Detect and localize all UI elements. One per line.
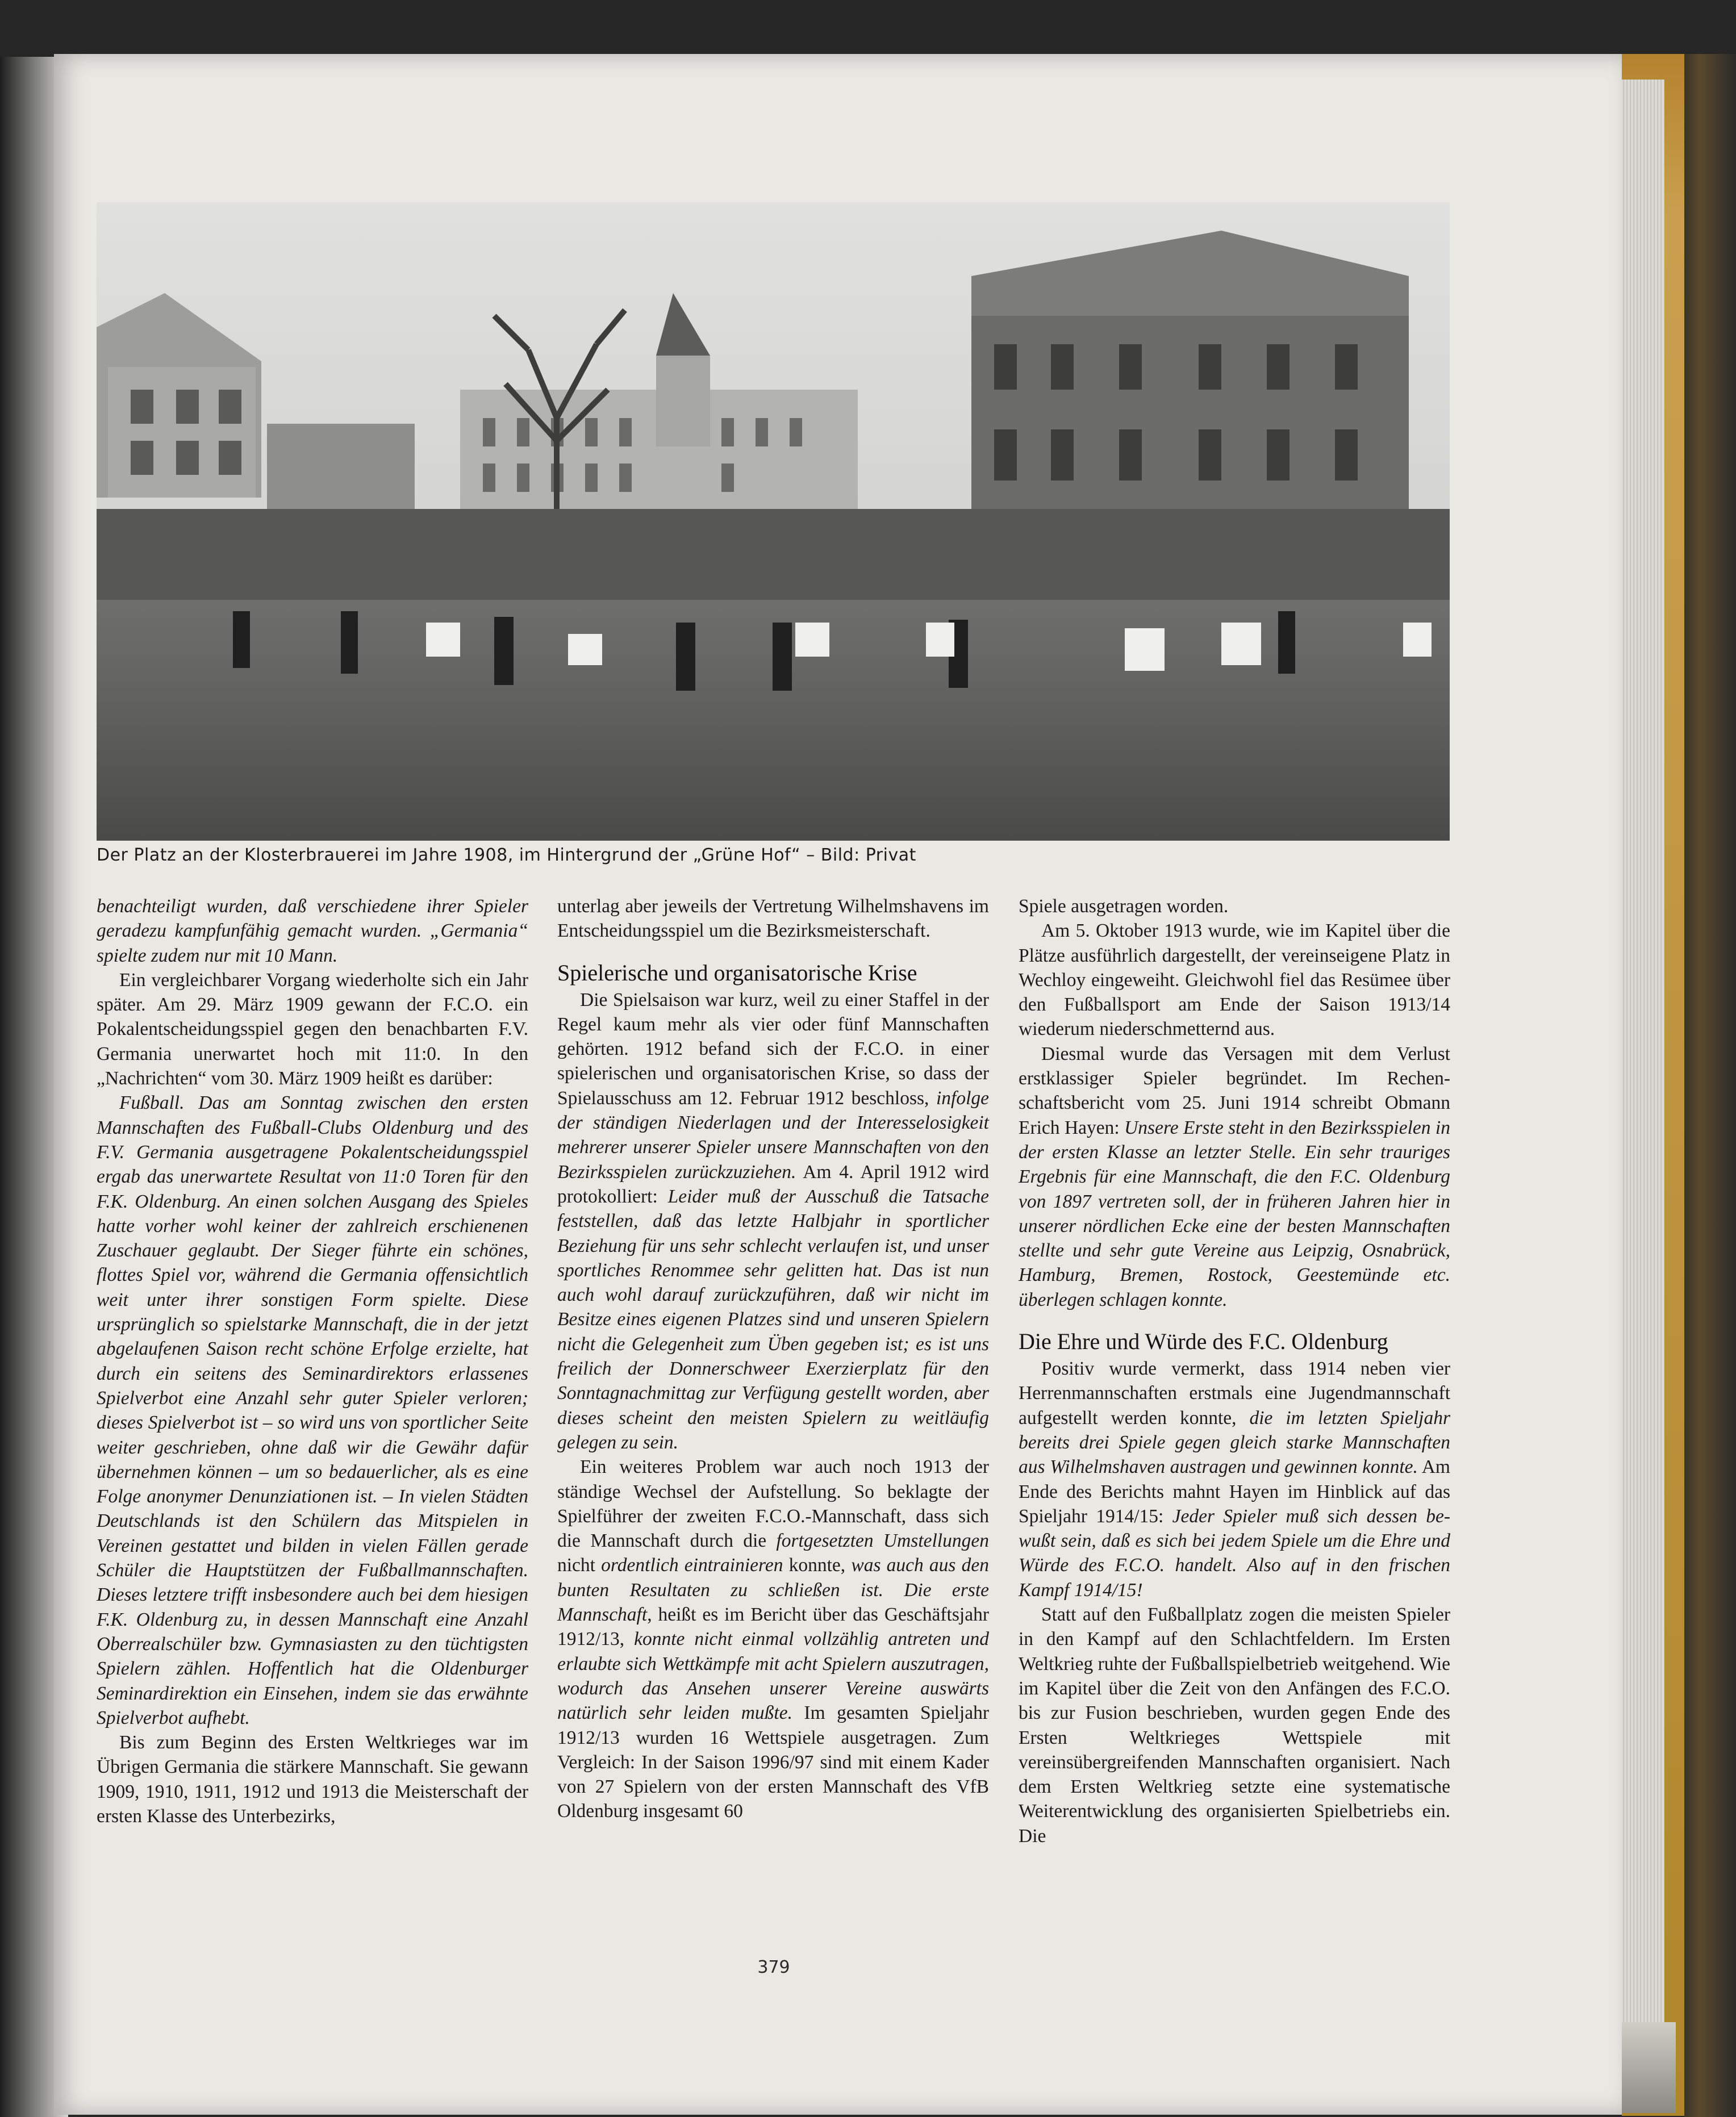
paragraph: Fußball. Das am Sonntag zwischen den ersten Mannschaften des Fußball-Clubs Oldenburg und des F.V. Germania ausgetragene Pokalentscheidungsspiel ergab das unerwartete Resultat von 11:0 Toren für den F.K. Oldenburg. An einen solchen Ausgang des Spieles hatte vorher wohl keiner der zahlreich erschienenen Zuschauer geglaubt. Der Sieger führte ein schönes, flottes Spiel vor, während die Germania offensichtlich weit unter ihrer sonstigen Form spielte. Diese ursprünglich so spielstarke Mannschaft, die in der jetzt abgelaufenen Saison recht schöne Erfolge erzielte, hat durch ein seitens des Seminardirektors erlassenes Spielverbot eine Anzahl sehr guter Spieler verloren; dieses Spielverbot ist – so wird uns von sportlicher Seite weiter geschrieben, ohne daß wir die Gewähr dafür übernehmen können – um so bedauerlicher, als es eine Folge anonymer Denunziationen ist. – In vielen Städten Deutschlands ist den Schülern das Mitspielen in Vereinen gestattet und bilden in vielen Fällen gerade Schüler die Hauptstützen der Fußballmannschaften. Dieses letztere trifft insbesondere auch bei dem hiesigen F.K. Oldenburg zu, in dessen Mannschaft eine Anzahl Oberrealschüler bzw. Gymnasiasten zu den tüchtigsten Spielern zählen. Hoffentlich hat die Oldenburger Seminardirektion ein Einsehen, indem sie das erwähnte Spielverbot aufhebt.	[97, 1092, 528, 1728]
historic-photo-football-field	[97, 202, 1450, 841]
paragraph: Ein vergleichbarer Vorgang wiederholte sich ein Jahr später. Am 29. März 1909 gewann der F.C.O. ein Pokalentscheidungsspiel gegen den benachbarten F.V. Germania unerwartet hoch mit 11:0. In den „Nachrichten“ vom 30. März 1909 heißt es darüber:	[97, 969, 528, 1089]
paragraph: benachteiligt wurden, daß verschiedene ihrer Spieler geradezu kampfunfähig gemacht wurden. „Germania“ spielte zudem nur mit 10 Mann.	[97, 896, 528, 966]
paragraph: unterlag aber jeweils der Vertretung Wilhelmshavens im Entscheidungsspiel um die Bezirksmeisterschaft.	[557, 896, 989, 942]
text-column-2	[557, 894, 989, 1824]
photo-illustration	[97, 202, 1450, 841]
paragraph: Bis zum Beginn des Ersten Weltkrieges war im Übrigen Germania die stärkere Mannschaft. Sie gewann 1909, 1910, 1911, 1912 und 1913 die Meisterschaft der ersten Klasse des Unterbezirks,	[97, 1732, 528, 1827]
paragraph: Spiele ausgetragen worden.	[1019, 896, 1229, 917]
page-number: 379	[757, 1957, 790, 1977]
paragraph: Diesmal wurde das Versagen mit dem Verlust erstklassiger Spieler begründet. Im Rechenschaftsbericht vom 25. Juni 1914 schreibt Obmann Erich Hayen: Unsere Erste steht in den Bezirksspielen in der ersten Klasse an letzter Stelle. Ein sehr trauriges Ergebnis für eine Mannschaft, die den F.C. Oldenburg von 1897 vertreten soll, der in früheren Jahren hier in unserer nördlichen Ecke eine der besten Mannschaften stellte und sehr gute Vereine aus Leipzig, Osnabrück, Hamburg, Bremen, Rostock, Geestemünde etc. überlegen schlagen konnte.	[1019, 1043, 1450, 1310]
text-column-1	[97, 894, 528, 1828]
section-heading: Die Ehre und Würde des F.C. Oldenburg	[1019, 1329, 1388, 1355]
figure-caption: Der Platz an der Klosterbrauerei im Jahre 1908, im Hintergrund der „Grüne Hof“ – Bild: Privat	[97, 845, 916, 865]
paragraph: Statt auf den Fußballplatz zogen die meisten Spieler in den Kampf auf den Schlachtfeldern. Im Ersten Weltkrieg ruhte der Fußballspielbetrieb weitgehend. Wie im Kapitel über die Zeit von den Anfängen des F.C.O. bis zur Fusion beschrieben, wurden gegen Ende des Ersten Weltkrieges Wettspiele mit vereinsübergreifenden Mannschaften organisiert. Nach dem Ersten Weltkrieg setzte eine systematische Weiterentwicklung des organisierten Spielbetriebs ein. Die	[1019, 1604, 1451, 1847]
paragraph: Positiv wurde vermerkt, dass 1914 neben vier Herrenmannschaften erstmals eine Jugendmannschaft aufgestellt werden konnte, die im letzten Spieljahr bereits drei Spiele gegen gleich starke Mannschaften aus Wilhelmshaven austragen und gewinnen konnte. Am Ende des Berichts mahnt Hayen im Hinblick auf das Spieljahr 1914/15: Jeder Spieler muß sich dessen bewußt sein, daß es sich bei jedem Spiele um die Ehre und Würde des F.C.O. handelt. Also auf in den frischen Kampf 1914/15!	[1019, 1358, 1450, 1601]
book-cover-edge	[1684, 54, 1736, 2117]
section-heading: Spielerische und organisatorische Krise	[557, 959, 917, 986]
paragraph: Ein weiteres Problem war auch noch 1913 der ständige Wechsel der Aufstellung. So beklagte der Spielführer der zweiten F.C.O.-Mannschaft, dass sich die Mannschaft durch die fortgesetzten Umstellungen nicht ordentlich eintrainieren konnte, was auch aus den bunten Resultaten zu schließen ist. Die erste Mannschaft, heißt es im Bericht über das Geschäftsjahr 1912/13, konnte nicht einmal vollzählig antreten und erlaubte sich Wettkämpfe mit acht Spielern auszutragen, wodurch das Ansehen unserer Vereine auswärts natürlich sehr leiden mußte. Im gesamten Spieljahr 1912/13 wurden 16 Wettspiele ausgetragen. Zum Vergleich: In der Saison 1996/97 sind mit einem Kader von 27 Spielern von der ersten Mannschaft des VfB Oldenburg insgesamt 60	[557, 1456, 990, 1822]
text-column-3	[1019, 894, 1450, 1848]
paragraph: Am 5. Oktober 1913 wurde, wie im Kapitel über die Plätze ausführlich dargestellt, der vereinseigene Platz in Wechloy eingeweiht. Gleichwohl fiel das Resümee über den Fußballsport am Ende der Saison 1913/14 wiederum niederschmetternd aus.	[1019, 920, 1450, 1040]
paragraph: Die Spielsaison war kurz, weil zu einer Staffel in der Regel kaum mehr als vier oder fünf Mannschaften gehörten. 1912 befand sich der F.C.O. in einer spielerischen und organisatorischen Krise, so dass der Spielausschuss am 12. Februar 1912 beschloss, infolge der ständigen Niederlagen und der Interesselosigkeit mehrerer unserer Spieler unsere Mannschaften von den Bezirksspielen zurückzuziehen. Am 4. April 1912 wird protokolliert: Leider muß der Ausschuß die Tatsache feststellen, daß das letzte Halbjahr in sportlicher Beziehung für uns sehr schlecht verlaufen ist, und unser sportliches Renommee sehr gelitten hat. Das ist nun auch wohl darauf zurückzuführen, daß wir nicht im Besitze eines eigenen Platzes sind und unseren Spielern nicht die Gelegenheit zum Üben gegeben ist; es ist uns freilich der Donnerschweer Exerzierplatz für den Sonntagnachmittag zur Verfügung gestellt worden, aber dieses scheint den meisten Spielern zu weitläufig gelegen zu sein.	[557, 989, 989, 1453]
